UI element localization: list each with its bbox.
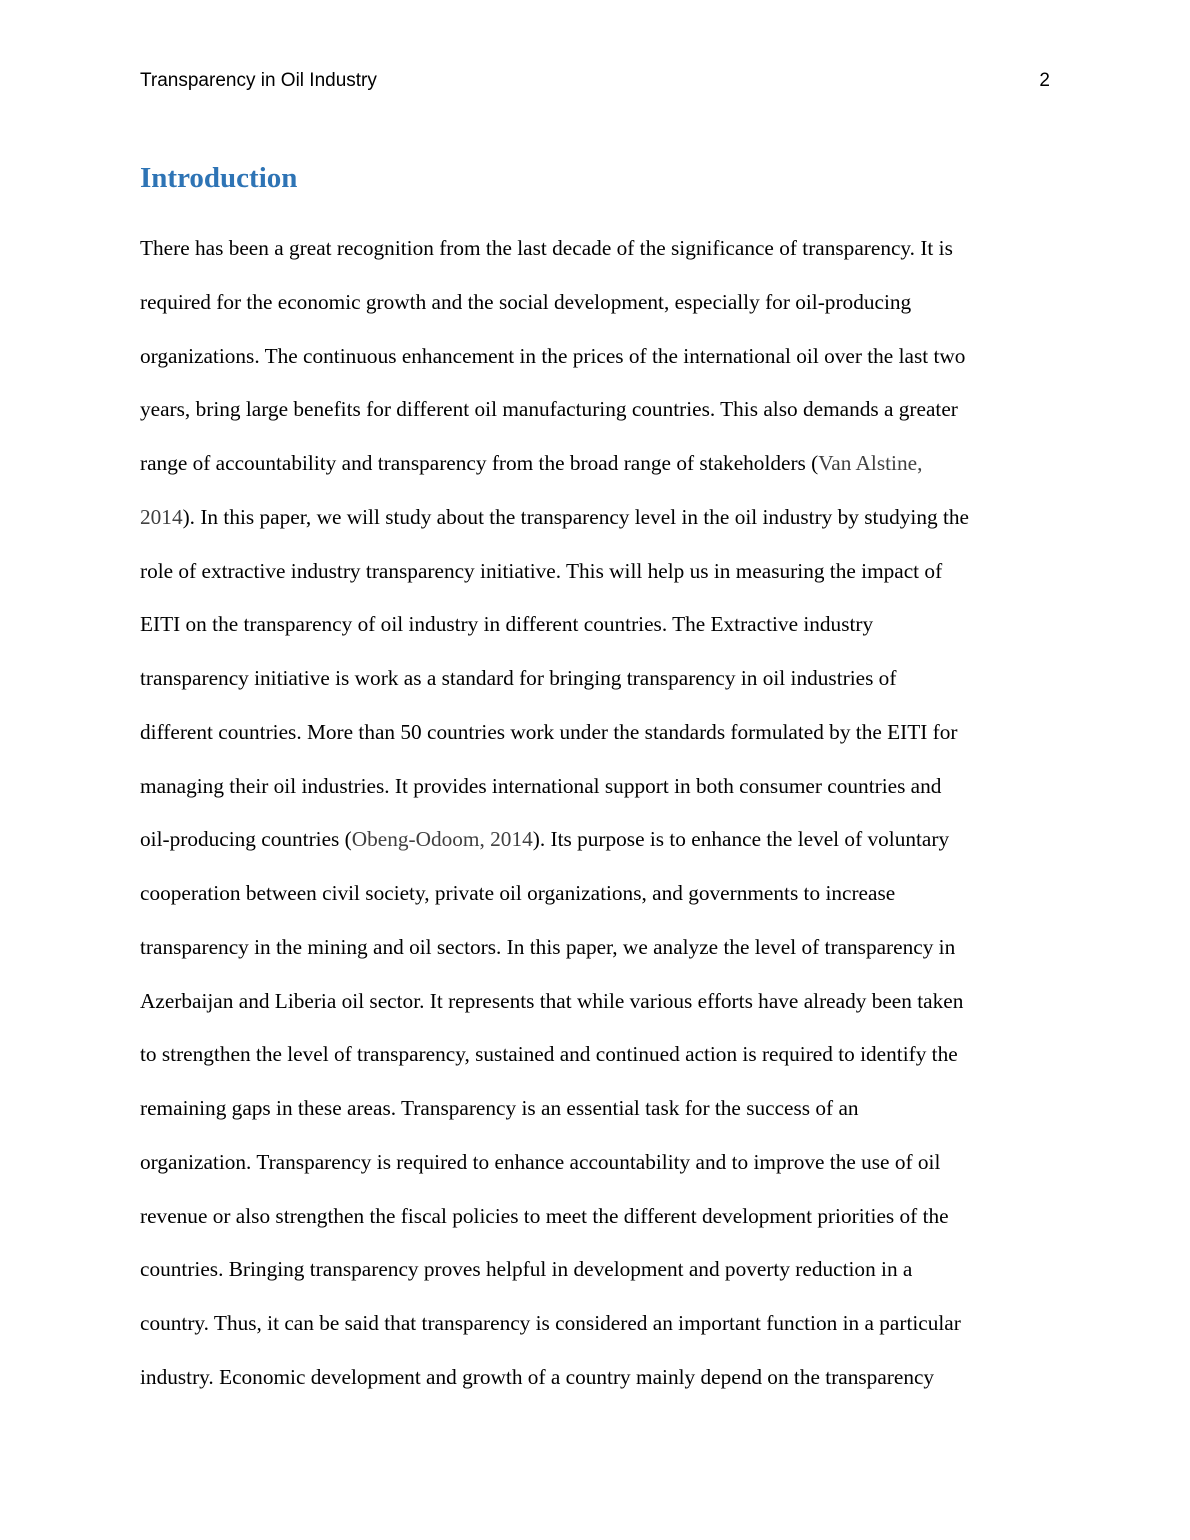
text-segment: organizations. The continuous enhancement in the prices of the international oil over the last two (140, 343, 966, 368)
text-segment: revenue or also strengthen the fiscal policies to meet the different development priorities of the (140, 1203, 949, 1228)
text-line (140, 1252, 1050, 1306)
text-segment: oil-producing countries ( (140, 827, 352, 852)
text-line (140, 1091, 1050, 1145)
text-line (140, 231, 1050, 285)
text-segment: industry. Economic development and growth of a country mainly depend on the transparency (140, 1364, 935, 1389)
text-line (140, 392, 1050, 446)
text-segment: countries. Bringing transparency proves helpful in development and poverty reduction in a (140, 1257, 913, 1282)
text-segment: Azerbaijan and Liberia oil sector. It represents that while various efforts have already been taken (140, 988, 964, 1013)
running-head-title: Transparency in Oil Industry (140, 70, 377, 91)
text-line (140, 876, 1050, 930)
text-line (140, 715, 1050, 769)
text-segment: ). Its purpose is to enhance the level of voluntary (532, 827, 950, 852)
text-line (140, 1306, 1050, 1360)
text-line (140, 339, 1050, 393)
text-line (140, 661, 1050, 715)
text-line (140, 607, 1050, 661)
text-line (140, 1037, 1050, 1091)
text-segment: required for the economic growth and the social development, especially for oil-producing (140, 289, 912, 314)
section-heading: Introduction (140, 162, 298, 194)
page-header (140, 70, 1050, 98)
text-line (140, 822, 1050, 876)
text-segment: country. Thus, it can be said that transparency is considered an important function in a particular (140, 1311, 961, 1335)
text-line (140, 1199, 1050, 1253)
body-paragraph (140, 231, 1050, 1414)
text-segment: ). In this paper, we will study about the transparency level in the oil industry by studying the (182, 504, 969, 529)
text-line (140, 446, 1050, 500)
text-line (140, 984, 1050, 1038)
text-segment: different countries. More than 50 countries work under the standards formulated by the EITI for (140, 719, 958, 744)
citation-year: 2014 (140, 504, 183, 529)
text-segment: years, bring large benefits for different oil manufacturing countries. This also demands a greater (140, 397, 958, 422)
text-segment: to strengthen the level of transparency, sustained and continued action is required to identify the (140, 1042, 958, 1067)
text-segment: transparency in the mining and oil sectors. In this paper, we analyze the level of transparency in (140, 934, 956, 959)
text-line (140, 769, 1050, 823)
text-line (140, 930, 1050, 984)
text-line (140, 1360, 1050, 1414)
citation-van-alstine: Van Alstine, (818, 451, 923, 475)
text-line (140, 1145, 1050, 1199)
text-segment: transparency initiative is work as a standard for bringing transparency in oil industries of (140, 666, 897, 690)
text-line (140, 285, 1050, 339)
text-segment: cooperation between civil society, private oil organizations, and governments to increase (140, 881, 896, 905)
text-segment: EITI on the transparency of oil industry in different countries. The Extractive industry (140, 612, 874, 637)
page-number: 2 (1039, 70, 1050, 91)
text-segment: managing their oil industries. It provides international support in both consumer countries and (140, 773, 942, 798)
text-line (140, 500, 1050, 554)
text-line (140, 554, 1050, 608)
text-segment: range of accountability and transparency from the broad range of stakeholders ( (140, 451, 819, 475)
text-segment: There has been a great recognition from the last decade of the significance of transparency. It is (140, 236, 953, 260)
text-segment: remaining gaps in these areas. Transparency is an essential task for the success of an (140, 1096, 859, 1120)
text-segment: role of extractive industry transparency initiative. This will help us in measuring the impact of (140, 558, 943, 583)
text-segment: organization. Transparency is required to enhance accountability and to improve the use of oil (140, 1149, 941, 1174)
citation-obeng-odoom: Obeng-Odoom, 2014 (351, 827, 533, 852)
